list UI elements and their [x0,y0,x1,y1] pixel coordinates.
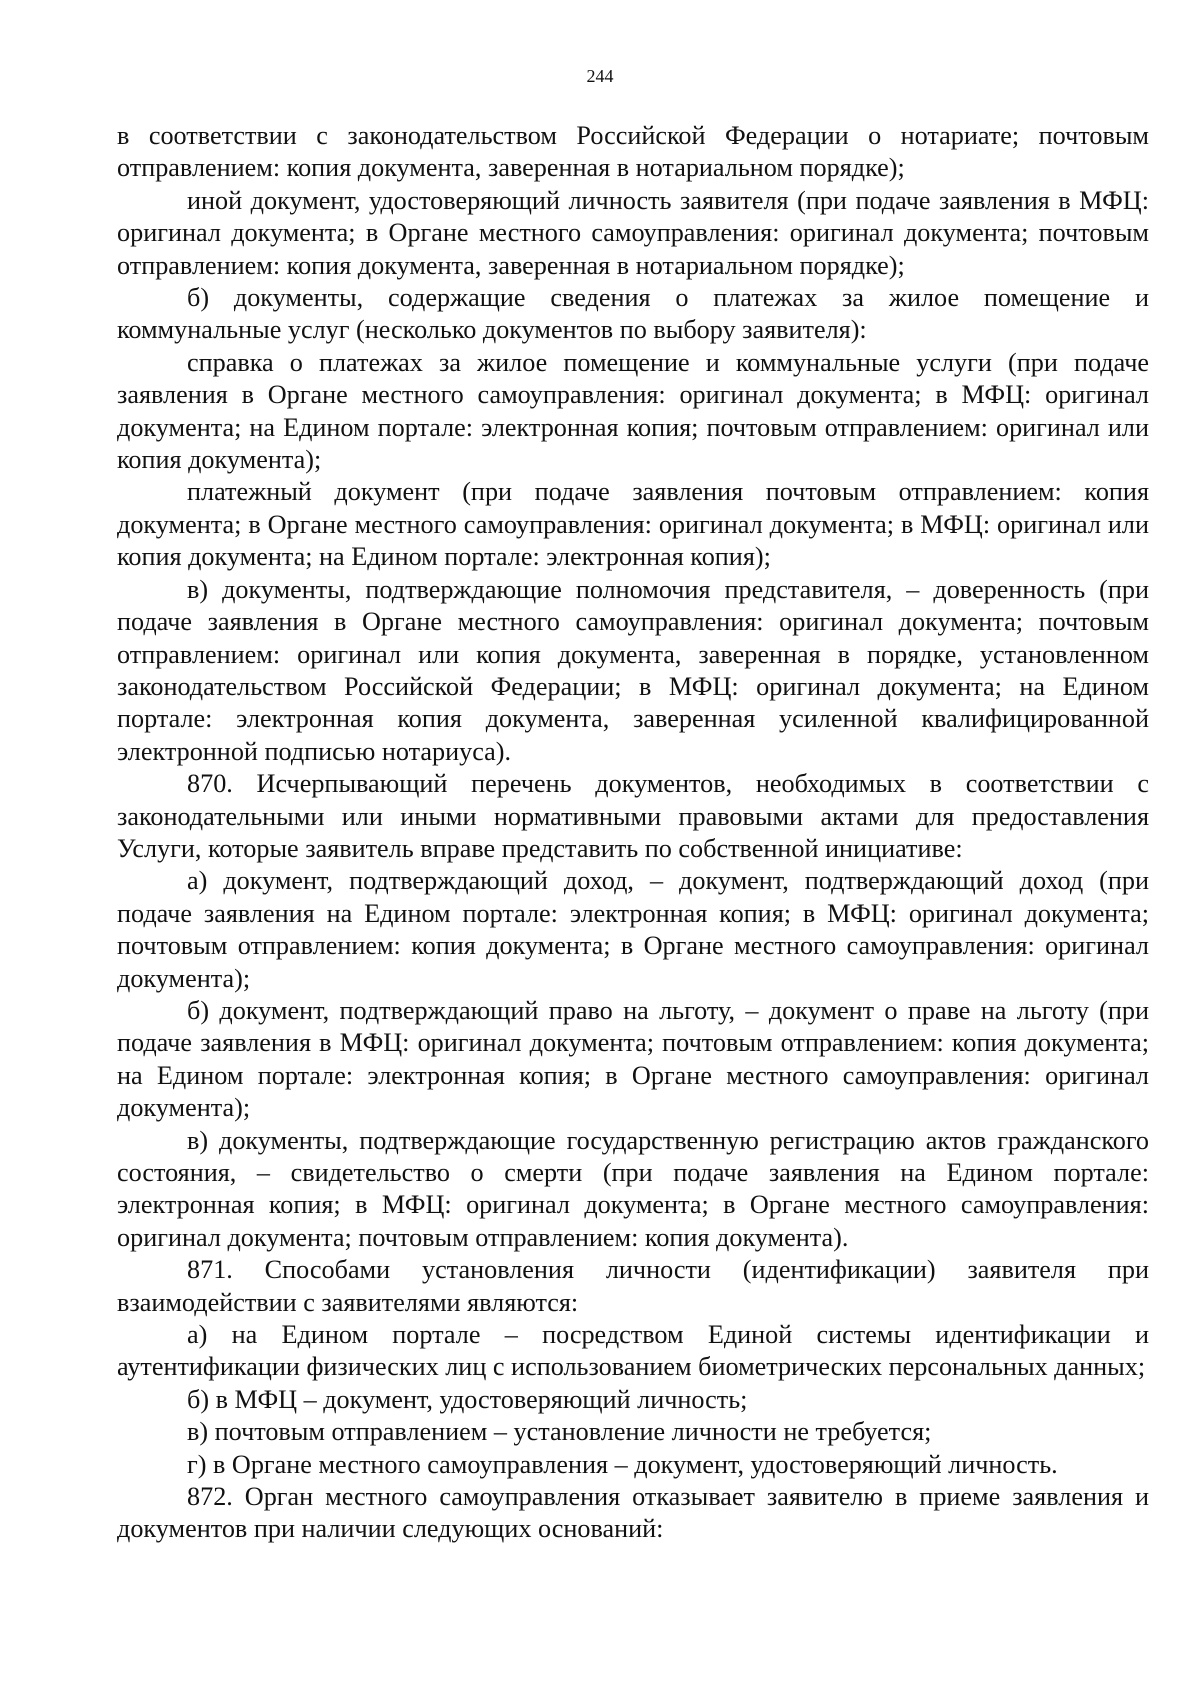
paragraph-871: 871. Способами установления личности (идентификации) заявителя при взаимодействии с заявителями являются: [117,1255,1149,1317]
paragraph-871-g-local-authority: г) в Органе местного самоуправления – документ, удостоверяющий личность. [187,1449,1058,1479]
paragraph-payment-document: платежный документ (при подаче заявления почтовым отправлением: копия документа; в Органе местного самоуправления: оригинал документа; в МФЦ: оригинал или копия документа; на Едином портале: электронная копия); [117,477,1149,572]
paragraph-870-b-benefit: б) документ, подтверждающий право на льготу, – документ о праве на льготу (при подаче заявления в МФЦ: оригинал документа; почтовым отправлением: копия документа; на Едином портале: электронная копия; в Органе местного самоуправления: оригинал документа); [117,995,1149,1123]
paragraph-continuation: в соответствии с законодательством Российской Федерации о нотариате; почтовым отправлением: копия документа, заверенная в нотариальном порядке); [117,121,1149,183]
paragraph-871-v-post: в) почтовым отправлением – установление личности не требуется; [187,1417,932,1447]
paragraph-870: 870. Исчерпывающий перечень документов, необходимых в соответствии с законодательными или иными нормативными правовыми актами для предоставления Услуги, которые заявитель вправе представить по собственной инициативе: [117,769,1149,863]
paragraph-870-a-income: а) документ, подтверждающий доход, – документ, подтверждающий доход (при подаче заявления на Едином портале: электронная копия; в МФЦ: оригинал документа; почтовым отправлением: копия документа; в Органе местного самоуправления: оригинал документа); [117,866,1149,993]
paragraph-871-b-mfc: б) в МФЦ – документ, удостоверяющий личность; [187,1384,748,1414]
paragraph-871-a-portal: а) на Едином портале – посредством Единой системы идентификации и аутентификации физических лиц с использованием биометрических персональных данных; [117,1320,1149,1382]
paragraph-payment-certificate: справка о платежах за жилое помещение и коммунальные услуги (при подаче заявления в Органе местного самоуправления: оригинал документа; в МФЦ: оригинал документа; на Едином портале: электронная копия; почтовым отправлением: оригинал или копия документа); [117,347,1149,475]
paragraph-870-v-civil-status: в) документы, подтверждающие государственную регистрацию актов гражданского состояния, – свидетельство о смерти (при подаче заявления на Едином портале: электронная копия; в МФЦ: оригинал документа; в Органе местного самоуправления: оригинал документа; почтовым отправлением: копия документа). [117,1125,1149,1252]
paragraph-other-id-document: иной документ, удостоверяющий личность заявителя (при подаче заявления в МФЦ: оригинал документа; в Органе местного самоуправления: оригинал документа; почтовым отправлением: копия документа, заверенная в нотариальном порядке); [117,185,1149,280]
paragraph-872: 872. Орган местного самоуправления отказывает заявителю в приеме заявления и документов при наличии следующих оснований: [117,1482,1149,1544]
paragraph-item-v-representative: в) документы, подтверждающие полномочия представителя, – доверенность (при подаче заявления в Органе местного самоуправления: оригинал документа; почтовым отправлением: оригинал или копия документа, заверенная в порядке, установленном законодательством Российской Федерации; в МФЦ: оригинал документа; на Едином портале: электронная копия документа, заверенная усиленной квалифицированной электронной подписью нотариуса). [117,574,1149,766]
page-number: 244 [586,66,614,86]
document-body [117,120,1149,1546]
paragraph-item-b-payments: б) документы, содержащие сведения о платежах за жилое помещение и коммунальные услуг (несколько документов по выбору заявителя): [117,283,1149,345]
